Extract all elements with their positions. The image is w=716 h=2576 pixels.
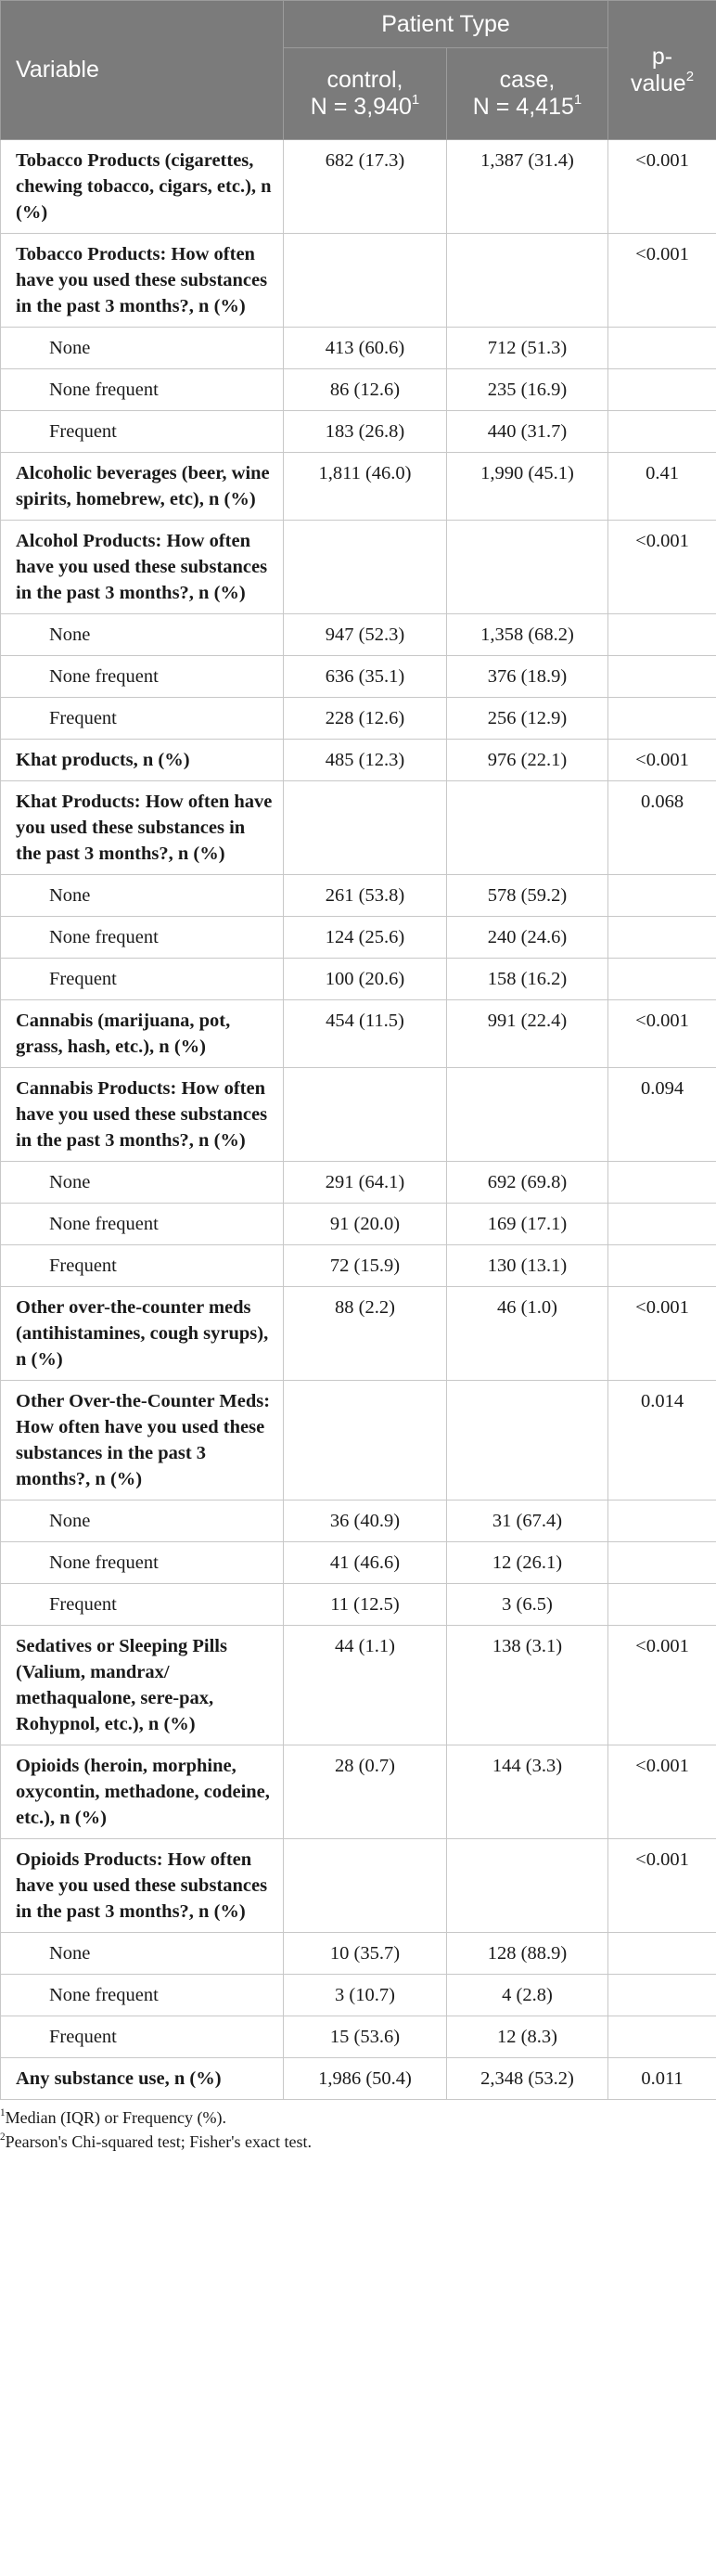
footnote bbox=[0, 2130, 716, 2154]
table-row bbox=[1, 234, 716, 328]
case-value: 376 (18.9) bbox=[447, 656, 608, 698]
table-row bbox=[1, 1501, 716, 1542]
p-value bbox=[608, 1584, 716, 1626]
row-label: Khat Products: How often have you used these substances in the past 3 months?, n (%) bbox=[1, 781, 284, 875]
row-label: None bbox=[1, 1501, 284, 1542]
control-value: 72 (15.9) bbox=[284, 1245, 447, 1287]
row-label: Other over-the-counter meds (antihistamines, cough syrups), n (%) bbox=[1, 1287, 284, 1381]
control-value: 41 (46.6) bbox=[284, 1542, 447, 1584]
table-row bbox=[1, 453, 716, 521]
control-value: 485 (12.3) bbox=[284, 740, 447, 781]
case-value bbox=[447, 1839, 608, 1933]
row-label: Tobacco Products: How often have you used these substances in the past 3 months?, n (%) bbox=[1, 234, 284, 328]
control-value bbox=[284, 521, 447, 614]
control-value: 454 (11.5) bbox=[284, 1000, 447, 1068]
table-row bbox=[1, 917, 716, 959]
table-row bbox=[1, 1381, 716, 1501]
table-row bbox=[1, 875, 716, 917]
row-label: Cannabis Products: How often have you used these substances in the past 3 months?, n (%) bbox=[1, 1068, 284, 1162]
control-value: 947 (52.3) bbox=[284, 614, 447, 656]
row-label: Any substance use, n (%) bbox=[1, 2058, 284, 2100]
table-row bbox=[1, 1626, 716, 1745]
control-value: 28 (0.7) bbox=[284, 1745, 447, 1839]
table-row bbox=[1, 740, 716, 781]
row-label: Frequent bbox=[1, 959, 284, 1000]
control-value bbox=[284, 1068, 447, 1162]
case-value: 31 (67.4) bbox=[447, 1501, 608, 1542]
table-row bbox=[1, 328, 716, 369]
control-value: 1,811 (46.0) bbox=[284, 453, 447, 521]
row-label: Other Over-the-Counter Meds: How often have you used these substances in the past 3 months?, n (%) bbox=[1, 1381, 284, 1501]
row-label: Frequent bbox=[1, 411, 284, 453]
table-row bbox=[1, 2058, 716, 2100]
p-value bbox=[608, 1204, 716, 1245]
row-label: None bbox=[1, 328, 284, 369]
p-value bbox=[608, 614, 716, 656]
control-value: 183 (26.8) bbox=[284, 411, 447, 453]
footnote-mark: 1 bbox=[0, 2106, 6, 2119]
row-label: None frequent bbox=[1, 656, 284, 698]
footnote-mark: 2 bbox=[0, 2131, 6, 2143]
p-value bbox=[608, 959, 716, 1000]
p-value bbox=[608, 1542, 716, 1584]
row-label: None bbox=[1, 875, 284, 917]
row-label: None frequent bbox=[1, 369, 284, 411]
row-label: Frequent bbox=[1, 2016, 284, 2058]
table-row bbox=[1, 1584, 716, 1626]
p-value: 0.011 bbox=[608, 2058, 716, 2100]
case-value: 138 (3.1) bbox=[447, 1626, 608, 1745]
table-row bbox=[1, 1245, 716, 1287]
table-row bbox=[1, 411, 716, 453]
control-value bbox=[284, 1381, 447, 1501]
p-value bbox=[608, 1501, 716, 1542]
p-value bbox=[608, 411, 716, 453]
table-row bbox=[1, 1745, 716, 1839]
table-row bbox=[1, 140, 716, 234]
table-row bbox=[1, 2016, 716, 2058]
p-value bbox=[608, 1975, 716, 2016]
row-label: Frequent bbox=[1, 698, 284, 740]
row-label: Sedatives or Sleeping Pills (Valium, mandrax/ methaqualone, sere-pax, Rohypnol, etc.), n (%) bbox=[1, 1626, 284, 1745]
control-value: 44 (1.1) bbox=[284, 1626, 447, 1745]
p-value bbox=[608, 2016, 716, 2058]
control-value: 636 (35.1) bbox=[284, 656, 447, 698]
control-value: 228 (12.6) bbox=[284, 698, 447, 740]
case-value: 976 (22.1) bbox=[447, 740, 608, 781]
footnotes bbox=[0, 2106, 716, 2154]
p-value: <0.001 bbox=[608, 234, 716, 328]
case-value bbox=[447, 521, 608, 614]
p-value: 0.014 bbox=[608, 1381, 716, 1501]
case-value bbox=[447, 1381, 608, 1501]
p-value bbox=[608, 328, 716, 369]
p-value-header: p- value$^2$ bbox=[608, 1, 716, 140]
p-value: 0.068 bbox=[608, 781, 716, 875]
variable-header: Variable bbox=[1, 1, 284, 140]
case-value: 578 (59.2) bbox=[447, 875, 608, 917]
control-value: 682 (17.3) bbox=[284, 140, 447, 234]
control-value: 88 (2.2) bbox=[284, 1287, 447, 1381]
table-row bbox=[1, 656, 716, 698]
table-row bbox=[1, 1975, 716, 2016]
table-row bbox=[1, 1933, 716, 1975]
row-label: None frequent bbox=[1, 917, 284, 959]
case-value: 144 (3.3) bbox=[447, 1745, 608, 1839]
case-value bbox=[447, 234, 608, 328]
case-value bbox=[447, 781, 608, 875]
p-value bbox=[608, 1245, 716, 1287]
case-value: 12 (26.1) bbox=[447, 1542, 608, 1584]
case-value: 3 (6.5) bbox=[447, 1584, 608, 1626]
table-row bbox=[1, 614, 716, 656]
case-value: 1,387 (31.4) bbox=[447, 140, 608, 234]
p-value: <0.001 bbox=[608, 521, 716, 614]
p-value: <0.001 bbox=[608, 1626, 716, 1745]
p-value bbox=[608, 875, 716, 917]
table-row bbox=[1, 959, 716, 1000]
row-label: Opioids Products: How often have you used these substances in the past 3 months?, n (%) bbox=[1, 1839, 284, 1933]
row-label: Opioids (heroin, morphine, oxycontin, methadone, codeine, etc.), n (%) bbox=[1, 1745, 284, 1839]
case-value: 1,358 (68.2) bbox=[447, 614, 608, 656]
control-value bbox=[284, 1839, 447, 1933]
table-header bbox=[1, 1, 716, 140]
control-value: 3 (10.7) bbox=[284, 1975, 447, 2016]
p-value: 0.41 bbox=[608, 453, 716, 521]
case-header: case, $N = 4,415^1$ bbox=[447, 48, 608, 140]
row-label: Cannabis (marijuana, pot, grass, hash, etc.), n (%) bbox=[1, 1000, 284, 1068]
table-row bbox=[1, 1000, 716, 1068]
case-value: 4 (2.8) bbox=[447, 1975, 608, 2016]
table-row bbox=[1, 1068, 716, 1162]
control-value: 261 (53.8) bbox=[284, 875, 447, 917]
case-value: 991 (22.4) bbox=[447, 1000, 608, 1068]
row-label: None bbox=[1, 614, 284, 656]
case-value: 158 (16.2) bbox=[447, 959, 608, 1000]
table-row bbox=[1, 369, 716, 411]
control-value: 124 (25.6) bbox=[284, 917, 447, 959]
control-value: 100 (20.6) bbox=[284, 959, 447, 1000]
footnote-text: Pearson's Chi-squared test; Fisher's exact test. bbox=[5, 2132, 313, 2151]
control-value: 91 (20.0) bbox=[284, 1204, 447, 1245]
patient-type-header: Patient Type bbox=[284, 1, 608, 48]
p-value bbox=[608, 369, 716, 411]
case-value: 235 (16.9) bbox=[447, 369, 608, 411]
control-value bbox=[284, 234, 447, 328]
case-value: 240 (24.6) bbox=[447, 917, 608, 959]
case-value bbox=[447, 1068, 608, 1162]
row-label: Alcohol Products: How often have you used these substances in the past 3 months?, n (%) bbox=[1, 521, 284, 614]
table-row bbox=[1, 1839, 716, 1933]
case-value: 712 (51.3) bbox=[447, 328, 608, 369]
row-label: None bbox=[1, 1162, 284, 1204]
control-value: 291 (64.1) bbox=[284, 1162, 447, 1204]
p-value: <0.001 bbox=[608, 1287, 716, 1381]
control-value: 86 (12.6) bbox=[284, 369, 447, 411]
p-value: <0.001 bbox=[608, 1839, 716, 1933]
case-value: 1,990 (45.1) bbox=[447, 453, 608, 521]
row-label: None bbox=[1, 1933, 284, 1975]
case-value: 128 (88.9) bbox=[447, 1933, 608, 1975]
p-value: <0.001 bbox=[608, 140, 716, 234]
table-row bbox=[1, 698, 716, 740]
table-row bbox=[1, 1542, 716, 1584]
row-label: Frequent bbox=[1, 1245, 284, 1287]
row-label: Khat products, n (%) bbox=[1, 740, 284, 781]
control-value: 10 (35.7) bbox=[284, 1933, 447, 1975]
case-value: 130 (13.1) bbox=[447, 1245, 608, 1287]
row-label: Tobacco Products (cigarettes, chewing tobacco, cigars, etc.), n (%) bbox=[1, 140, 284, 234]
table-row bbox=[1, 1162, 716, 1204]
case-value: 46 (1.0) bbox=[447, 1287, 608, 1381]
control-value: 15 (53.6) bbox=[284, 2016, 447, 2058]
p-value bbox=[608, 1933, 716, 1975]
table-body bbox=[1, 140, 716, 2100]
p-value bbox=[608, 698, 716, 740]
p-value bbox=[608, 1162, 716, 1204]
case-value: 2,348 (53.2) bbox=[447, 2058, 608, 2100]
row-label: None frequent bbox=[1, 1204, 284, 1245]
case-value: 12 (8.3) bbox=[447, 2016, 608, 2058]
case-value: 256 (12.9) bbox=[447, 698, 608, 740]
table-row bbox=[1, 1204, 716, 1245]
control-value: 1,986 (50.4) bbox=[284, 2058, 447, 2100]
control-value: 11 (12.5) bbox=[284, 1584, 447, 1626]
row-label: Frequent bbox=[1, 1584, 284, 1626]
case-value: 169 (17.1) bbox=[447, 1204, 608, 1245]
row-label: None frequent bbox=[1, 1542, 284, 1584]
control-value: 36 (40.9) bbox=[284, 1501, 447, 1542]
footnote bbox=[0, 2106, 716, 2130]
table-row bbox=[1, 1287, 716, 1381]
p-value: <0.001 bbox=[608, 1745, 716, 1839]
control-header: control, $N = 3,940^1$ bbox=[284, 48, 447, 140]
control-value bbox=[284, 781, 447, 875]
footnote-text: Median (IQR) or Frequency (%). bbox=[5, 2108, 226, 2127]
p-value: <0.001 bbox=[608, 740, 716, 781]
p-value: <0.001 bbox=[608, 1000, 716, 1068]
table-row bbox=[1, 781, 716, 875]
row-label: Alcoholic beverages (beer, wine spirits, homebrew, etc), n (%) bbox=[1, 453, 284, 521]
case-value: 692 (69.8) bbox=[447, 1162, 608, 1204]
p-value bbox=[608, 917, 716, 959]
case-value: 440 (31.7) bbox=[447, 411, 608, 453]
row-label: None frequent bbox=[1, 1975, 284, 2016]
p-value: 0.094 bbox=[608, 1068, 716, 1162]
p-value bbox=[608, 656, 716, 698]
table-row bbox=[1, 521, 716, 614]
control-value: 413 (60.6) bbox=[284, 328, 447, 369]
